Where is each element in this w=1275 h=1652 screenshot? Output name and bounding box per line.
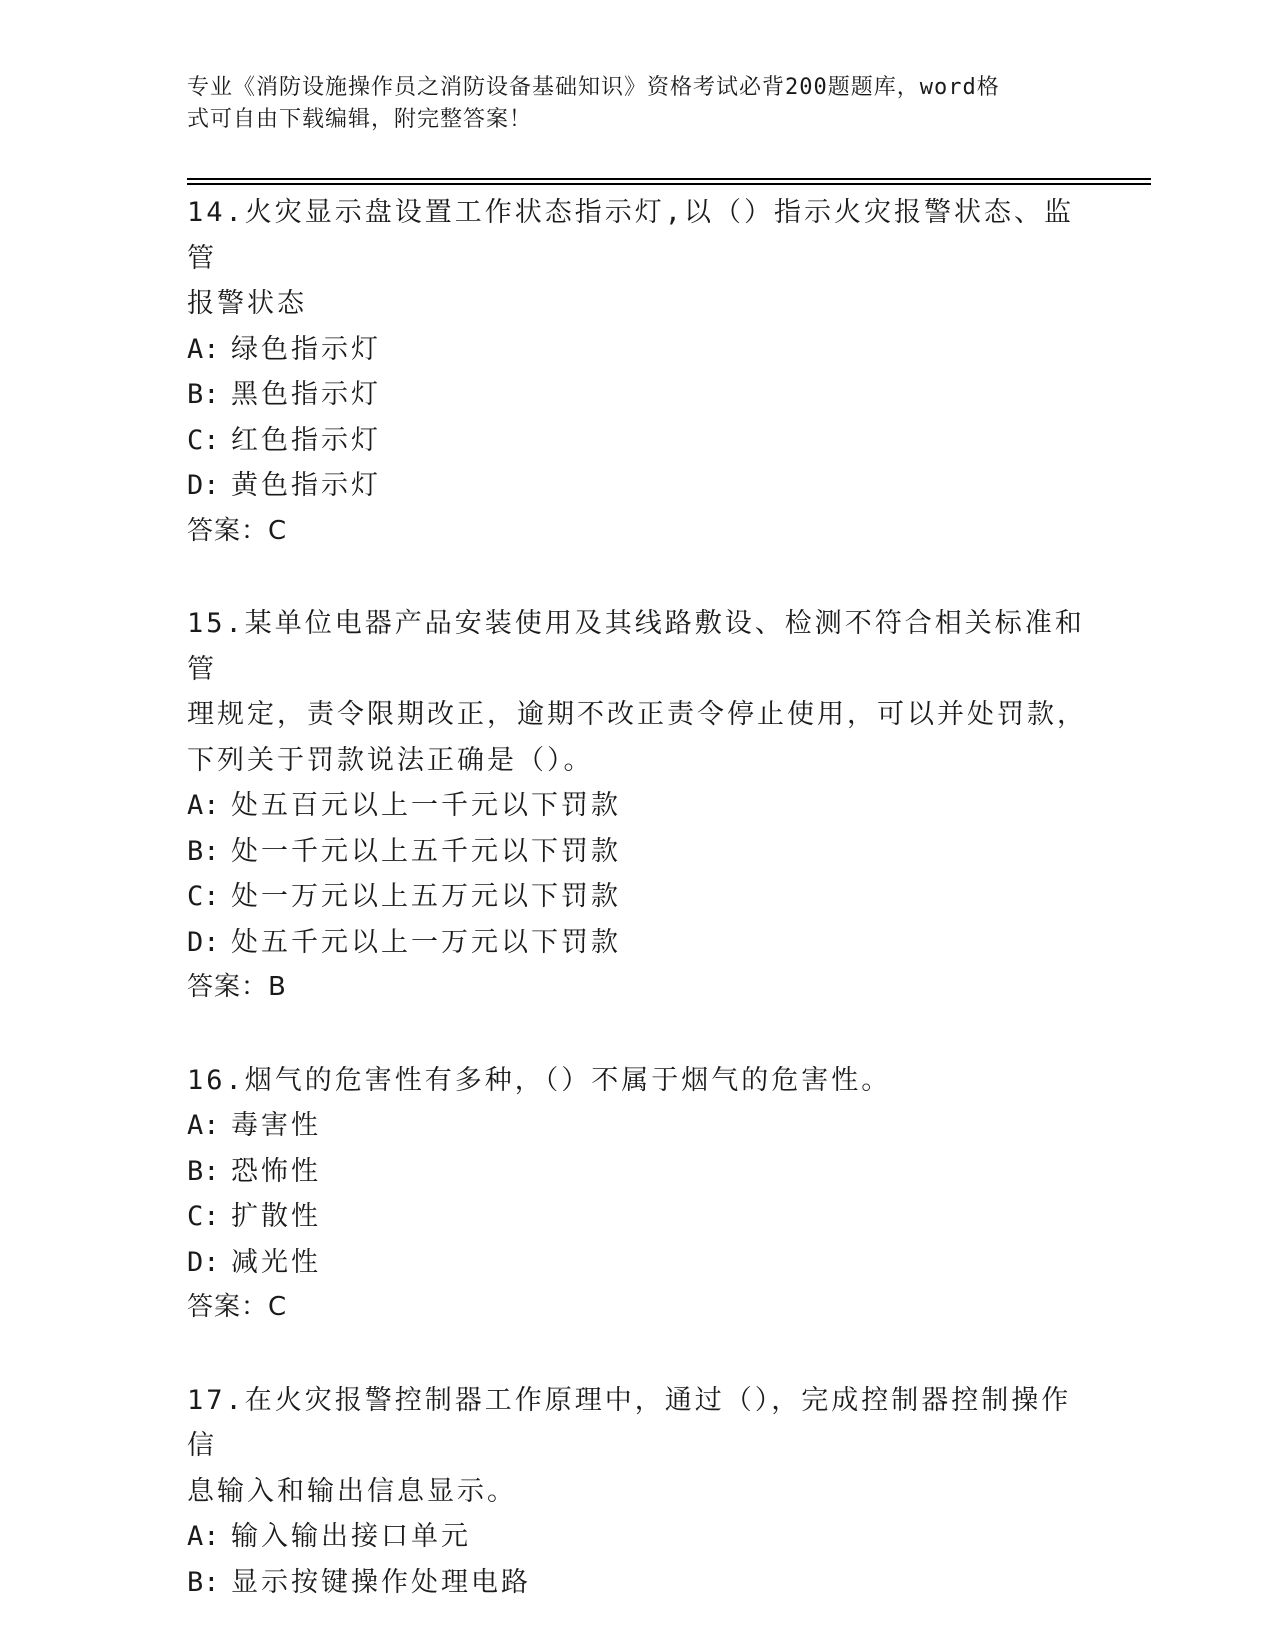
option-key: B: xyxy=(187,835,220,867)
option-text: 处五千元以上一万元以下罚款 xyxy=(231,926,621,958)
answer-line: 答案：B xyxy=(187,972,287,1002)
option-key: D: xyxy=(187,1246,220,1278)
option-a xyxy=(187,783,1087,829)
question-text-line: 15.某单位电器产品安装使用及其线路敷设、检测不符合相关标准和管 xyxy=(187,608,1085,685)
option-text: 处一万元以上五万元以下罚款 xyxy=(231,881,621,912)
header-line-1: 专业《消防设施操作员之消防设备基础知识》资格考试必背200题题库，word格 xyxy=(187,75,1000,100)
option-b xyxy=(187,1560,1087,1606)
header-divider-top xyxy=(187,178,1151,180)
question-text-line: 16.烟气的危害性有多种，（）不属于烟气的危害性。 xyxy=(187,1064,892,1096)
question-text-line: 下列关于罚款说法正确是（）。 xyxy=(187,744,594,776)
option-key: A: xyxy=(187,1521,220,1552)
option-text: 黄色指示灯 xyxy=(231,470,381,501)
option-c xyxy=(187,1194,1087,1240)
header-line-2: 式可自由下载编辑，附完整答案！ xyxy=(187,107,533,132)
option-text: 处一千元以上五千元以下罚款 xyxy=(231,835,621,867)
option-text: 显示按键操作处理电路 xyxy=(231,1566,531,1598)
question-text-line: 17.在火灾报警控制器工作原理中，通过（），完成控制器控制操作信 xyxy=(187,1384,1072,1461)
option-c xyxy=(187,418,1087,464)
answer-line: 答案：C xyxy=(187,1292,288,1322)
option-b xyxy=(187,829,1087,875)
option-key: B: xyxy=(187,1155,220,1187)
option-text: 减光性 xyxy=(231,1246,321,1278)
question-15 xyxy=(187,601,1087,1011)
option-d xyxy=(187,920,1087,966)
option-text: 绿色指示灯 xyxy=(231,333,381,365)
question-16 xyxy=(187,1058,1087,1331)
question-text-line: 息输入和输出信息显示。 xyxy=(187,1475,517,1507)
header-divider-bottom xyxy=(187,183,1151,185)
question-text-line: 理规定，责令限期改正，逾期不改正责令停止使用，可以并处罚款， xyxy=(187,699,1087,730)
option-key: D: xyxy=(187,470,220,501)
option-text: 毒害性 xyxy=(231,1110,321,1141)
option-text: 处五百元以上一千元以下罚款 xyxy=(231,790,621,821)
question-text-line: 报警状态 xyxy=(187,288,307,319)
option-key: A: xyxy=(187,333,220,365)
option-b xyxy=(187,372,1087,418)
option-d xyxy=(187,463,1087,509)
option-key: C: xyxy=(187,424,220,456)
question-text-line: 14.火灾显示盘设置工作状态指示灯,以（）指示火灾报警状态、监管 xyxy=(187,197,1075,274)
option-a xyxy=(187,1514,1087,1560)
option-text: 恐怖性 xyxy=(231,1155,321,1187)
question-list xyxy=(187,190,1087,1652)
option-text: 黑色指示灯 xyxy=(231,379,381,410)
answer-line: 答案：C xyxy=(187,515,288,546)
option-b xyxy=(187,1149,1087,1195)
question-14 xyxy=(187,190,1087,554)
option-d xyxy=(187,1240,1087,1286)
option-key: B: xyxy=(187,1566,220,1598)
option-key: D: xyxy=(187,926,220,958)
option-key: C: xyxy=(187,1201,220,1232)
option-a xyxy=(187,1103,1087,1149)
question-17 xyxy=(187,1378,1087,1606)
option-text: 输入输出接口单元 xyxy=(231,1521,471,1552)
option-a xyxy=(187,327,1087,373)
option-key: A: xyxy=(187,790,220,821)
option-c xyxy=(187,874,1087,920)
option-text: 扩散性 xyxy=(231,1201,321,1232)
document-header xyxy=(187,72,1067,136)
option-key: A: xyxy=(187,1110,220,1141)
option-text: 红色指示灯 xyxy=(231,424,381,456)
option-key: B: xyxy=(187,379,220,410)
option-key: C: xyxy=(187,881,220,912)
